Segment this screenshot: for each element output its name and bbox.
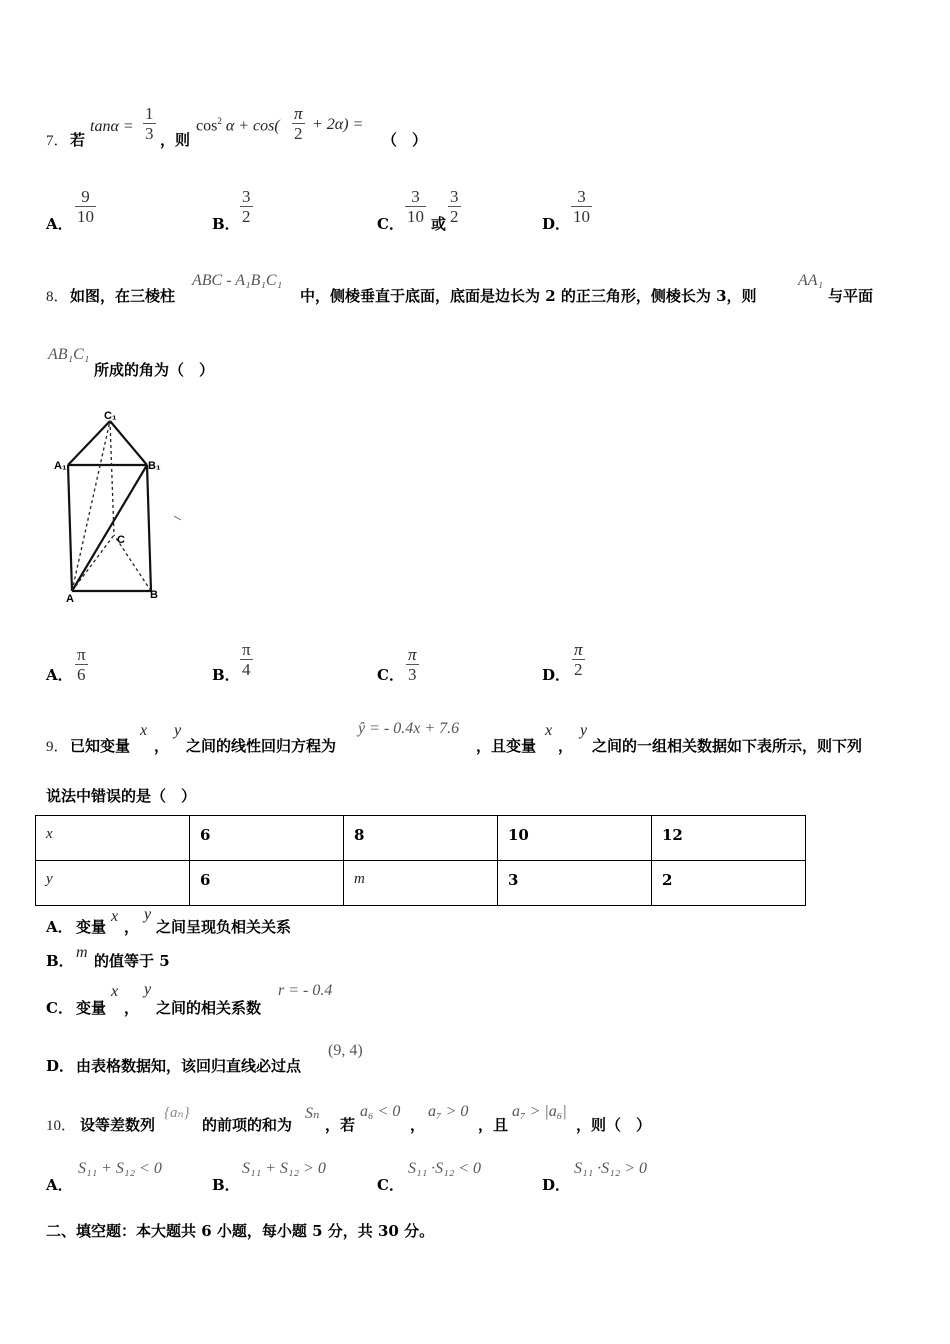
q10-option-b-expr: S₁₁ + S₁₂ > 0 (242, 1160, 326, 1177)
label-a: A (66, 593, 74, 605)
q10-cond-1: a₆ < 0 (360, 1103, 401, 1120)
table-row (36, 861, 806, 906)
q7-expr-tail: + 2α) = (312, 116, 364, 133)
q10-text-2: 的前项的和为 (202, 1116, 293, 1134)
label-b1: B₁ (148, 460, 161, 472)
q8-option-b-value: $\frac{\pi}{4}$ (242, 640, 251, 679)
table-cell: 10 (498, 816, 652, 861)
prism-figure (50, 405, 190, 605)
q9-option-d-label: D． (46, 1057, 75, 1075)
q8-edge: AA₁ (798, 272, 824, 289)
q9-option-c-t2: 之间的相关系数 (156, 999, 262, 1017)
q8-text-2: 中，侧棱垂直于底面，底面是边长为 2 的正三角形，侧棱长为 3，则 (300, 287, 757, 305)
q9-option-c-t1: 变量 (76, 999, 107, 1017)
q9-option-c-r: r = - 0.4 (278, 982, 333, 999)
q10-text-4: ，且 (478, 1116, 509, 1134)
q7-option-c-label: C． (377, 215, 404, 233)
q8-option-d-value: $\frac{\pi}{2}$ (574, 640, 583, 679)
q9-y2: y (580, 722, 588, 739)
q9-x2: x (545, 722, 553, 739)
q7-paren: （ ） (382, 131, 428, 149)
label-c1: C₁ (104, 410, 117, 422)
q10-number: 10． (46, 1118, 77, 1134)
table-cell: 6 (190, 861, 344, 906)
q10-option-c-expr: S₁₁ ·S₁₂ < 0 (408, 1160, 482, 1177)
q10-option-a-expr: S₁₁ + S₁₂ < 0 (78, 1160, 162, 1177)
q10-option-c-label: C． (377, 1176, 404, 1194)
q9-option-c-comma: ， (124, 999, 140, 1017)
q9-option-d-point: (9, 4) (328, 1042, 363, 1059)
q9-text-1: 已知变量 (70, 737, 131, 755)
q10-option-d-expr: S₁₁ ·S₁₂ > 0 (574, 1160, 648, 1177)
q10-option-b-label: B． (212, 1176, 240, 1194)
q9-x: x (140, 722, 148, 739)
q10-sn: Sₙ (305, 1105, 320, 1122)
q7-number: 7． (46, 133, 69, 149)
q9-option-c-x: x (111, 983, 119, 1000)
q8-number: 8． (46, 289, 69, 305)
q9-option-d-text: 由表格数据知，该回归直线必过点 (76, 1057, 302, 1075)
q10-cond-2: a₇ > 0 (428, 1103, 469, 1120)
q7-option-a-value: $\frac{9}{10}$ (77, 187, 94, 226)
q7-option-d-label: D． (542, 215, 571, 233)
q9-comma: ， (154, 737, 170, 755)
q9-option-a-label: A． (46, 918, 73, 936)
q8-option-b-label: B． (212, 666, 240, 684)
q7-option-b-label: B． (212, 215, 240, 233)
q7-ruo: 若 (70, 131, 86, 149)
label-b: B (150, 589, 158, 601)
q9-equation: ŷ = - 0.4x + 7.6 (358, 720, 460, 737)
q7-expr: $\cos^2 \alpha + \cos$( (196, 116, 280, 135)
q9-text-5: 说法中错误的是（ ） (46, 787, 197, 805)
q9-option-c-label: C． (46, 999, 73, 1017)
q8-text-3: 与平面 (828, 287, 874, 305)
q9-option-a-y: y (144, 906, 152, 923)
q7-option-a-label: A． (46, 215, 73, 233)
q9-option-a-x: x (111, 908, 119, 925)
q9-option-a-comma: ， (124, 918, 140, 936)
q8-text-4: 所成的角为（ ） (94, 361, 215, 379)
q9-option-c-y: y (144, 981, 152, 998)
q7-ze: ，则 (160, 131, 191, 149)
q8-prism: ABC - A₁B₁C₁ (192, 272, 283, 289)
table-cell: m (344, 861, 498, 906)
q9-option-b-m: m (76, 944, 88, 961)
table-cell: 8 (344, 816, 498, 861)
q7-option-c-value2: $\frac{3}{2}$ (450, 187, 459, 226)
table-cell: y (36, 861, 190, 906)
section-2-title: 二、填空题：本大题共 6 小题，每小题 5 分，共 30 分。 (46, 1222, 435, 1240)
label-a1: A₁ (54, 460, 67, 472)
q10-option-a-label: A． (46, 1176, 73, 1194)
table-cell: 3 (498, 861, 652, 906)
q9-option-a-t2: 之间呈现负相关关系 (156, 918, 292, 936)
q10-option-d-label: D． (542, 1176, 571, 1194)
data-table (35, 815, 806, 906)
q9-text-3: ，且变量 (476, 737, 537, 755)
q9-comma2: ， (558, 737, 574, 755)
q9-option-b-label: B． (46, 952, 74, 970)
q10-text-3: ，若 (325, 1116, 356, 1134)
table-cell: 12 (652, 816, 806, 861)
q8-option-c-label: C． (377, 666, 404, 684)
table-cell: 2 (652, 861, 806, 906)
table-cell: x (36, 816, 190, 861)
label-c: C (117, 534, 125, 546)
q7-option-b-value: $\frac{3}{2}$ (242, 187, 251, 226)
q10-text-5: ，则（ ） (576, 1116, 652, 1134)
q8-plane: AB₁C₁ (48, 346, 90, 363)
q10-seq: {aₙ} (164, 1105, 190, 1121)
q9-option-a-t1: 变量 (76, 918, 107, 936)
q8-text-1: 如图，在三棱柱 (70, 287, 176, 305)
q9-option-b-text: 的值等于 5 (94, 952, 170, 970)
q7-option-c-value1: $\frac{3}{10}$ (407, 187, 424, 226)
q8-option-d-label: D． (542, 666, 571, 684)
q9-text-2: 之间的线性回归方程为 (186, 737, 337, 755)
q10-sep: ， (410, 1116, 426, 1134)
q9-text-4: 之间的一组相关数据如下表所示，则下列 (592, 737, 863, 755)
q7-option-d-value: $\frac{3}{10}$ (573, 187, 590, 226)
q8-option-a-value: $\frac{\pi}{6}$ (77, 645, 86, 684)
q8-option-c-value: $\frac{\pi}{3}$ (408, 645, 417, 684)
q7-pi-fraction: $\frac{\pi}{2}$ (294, 104, 303, 143)
q7-tan-fraction: $\frac{1}{3}$ (145, 104, 154, 143)
q10-cond-3: a₇ > |a₆| (512, 1103, 567, 1120)
q9-y: y (174, 722, 182, 739)
table-row (36, 816, 806, 861)
q7-tan: tanα = (90, 118, 134, 135)
table-cell: 6 (190, 816, 344, 861)
q9-number: 9． (46, 739, 69, 755)
q8-option-a-label: A． (46, 666, 73, 684)
q7-option-c-or: 或 (431, 215, 447, 233)
q10-text-1: 设等差数列 (80, 1116, 156, 1134)
